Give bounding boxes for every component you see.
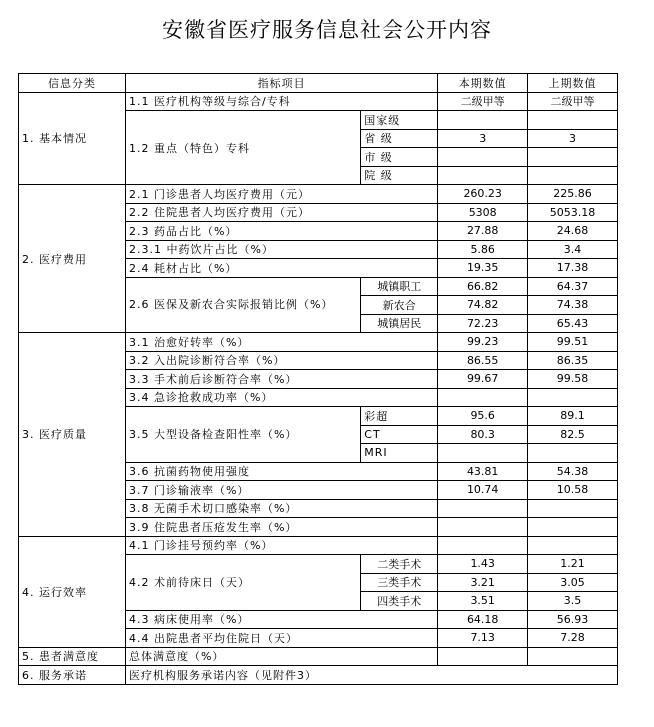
sub-label: 城镇职工: [361, 277, 438, 296]
sub-label: 省 级: [361, 129, 438, 148]
previous-value: 74.38: [528, 296, 618, 315]
previous-value: 225.86: [528, 185, 618, 204]
indicator-label: 2.6 医保及新农合实际报销比例（%）: [125, 277, 360, 333]
header-indicator: 指标项目: [125, 74, 437, 93]
indicator-label: 3.5 大型设备检查阳性率（%）: [125, 407, 360, 463]
previous-value: 1.21: [528, 555, 618, 574]
header-previous: 上期数值: [528, 74, 618, 93]
previous-value: 10.58: [528, 481, 618, 500]
indicator-label: 3.8 无菌手术切口感染率（%）: [125, 499, 437, 518]
current-value: [438, 111, 528, 130]
current-value: 86.55: [438, 351, 528, 370]
indicator-label: 2.4 耗材占比（%）: [125, 259, 437, 278]
previous-value: [528, 111, 618, 130]
current-value: [438, 166, 528, 185]
previous-value: 56.93: [528, 610, 618, 629]
indicator-label: 4.2 术前待床日（天）: [125, 555, 360, 611]
category-satisfaction: 5. 患者满意度: [19, 647, 126, 666]
sub-label: 四类手术: [361, 592, 438, 611]
previous-value: 5053.18: [528, 203, 618, 222]
table-row: [19, 185, 618, 204]
previous-value: 二级甲等: [528, 92, 618, 111]
previous-value: 65.43: [528, 314, 618, 333]
current-value: 66.82: [438, 277, 528, 296]
previous-value: 64.37: [528, 277, 618, 296]
header-category: 信息分类: [19, 74, 126, 93]
previous-value: 82.5: [528, 425, 618, 444]
category-quality: 3. 医疗质量: [19, 333, 126, 537]
indicator-label: 3.7 门诊输液率（%）: [125, 481, 437, 500]
sub-label: 市 级: [361, 148, 438, 167]
sub-label: 国家级: [361, 111, 438, 130]
current-value: [438, 388, 528, 407]
previous-value: [528, 647, 618, 666]
current-value: 10.74: [438, 481, 528, 500]
current-value: [438, 148, 528, 167]
indicator-label: 4.1 门诊挂号预约率（%）: [125, 536, 437, 555]
current-value: [438, 536, 528, 555]
sub-label: MRI: [361, 444, 438, 463]
indicator-label: 3.4 急诊抢救成功率（%）: [125, 388, 437, 407]
sub-label: 二类手术: [361, 555, 438, 574]
current-value: 260.23: [438, 185, 528, 204]
page-title: 安徽省医疗服务信息社会公开内容: [162, 18, 492, 42]
indicator-label: 2.3.1 中药饮片占比（%）: [125, 240, 437, 259]
indicator-label: 1.2 重点（特色）专科: [125, 111, 360, 185]
previous-value: 99.58: [528, 370, 618, 389]
current-value: [438, 518, 528, 537]
indicator-label: 2.3 药品占比（%）: [125, 222, 437, 241]
table-row: [19, 666, 618, 685]
current-value: 74.82: [438, 296, 528, 315]
category-commitment: 6. 服务承诺: [19, 666, 126, 685]
previous-value: [528, 536, 618, 555]
indicator-label: 3.3 手术前后诊断符合率（%）: [125, 370, 437, 389]
current-value: 二级甲等: [438, 92, 528, 111]
current-value: 80.3: [438, 425, 528, 444]
previous-value: [528, 388, 618, 407]
current-value: 43.81: [438, 462, 528, 481]
category-cost: 2. 医疗费用: [19, 185, 126, 333]
current-value: 27.88: [438, 222, 528, 241]
previous-value: 3.5: [528, 592, 618, 611]
indicator-label: 4.4 出院患者平均住院日（天）: [125, 629, 437, 648]
table-row: [19, 536, 618, 555]
current-value: [438, 647, 528, 666]
current-value: 99.23: [438, 333, 528, 352]
current-value: [438, 444, 528, 463]
current-value: [438, 499, 528, 518]
indicator-label: 2.1 门诊患者人均医疗费用（元）: [125, 185, 437, 204]
indicator-label: 医疗机构服务承诺内容（见附件3）: [125, 666, 617, 685]
current-value: 5308: [438, 203, 528, 222]
previous-value: [528, 518, 618, 537]
previous-value: [528, 499, 618, 518]
indicator-label: 2.2 住院患者人均医疗费用（元）: [125, 203, 437, 222]
previous-value: [528, 148, 618, 167]
category-efficiency: 4. 运行效率: [19, 536, 126, 647]
category-basic: 1. 基本情况: [19, 92, 126, 185]
current-value: 1.43: [438, 555, 528, 574]
previous-value: 24.68: [528, 222, 618, 241]
previous-value: [528, 166, 618, 185]
indicator-label: 总体满意度（%）: [125, 647, 437, 666]
indicator-label: 3.2 入出院诊断符合率（%）: [125, 351, 437, 370]
current-value: 5.86: [438, 240, 528, 259]
previous-value: 3.4: [528, 240, 618, 259]
sub-label: 院 级: [361, 166, 438, 185]
previous-value: 86.35: [528, 351, 618, 370]
sub-label: CT: [361, 425, 438, 444]
current-value: 3.21: [438, 573, 528, 592]
previous-value: 17.38: [528, 259, 618, 278]
previous-value: 3.05: [528, 573, 618, 592]
table-row: [19, 92, 618, 111]
current-value: 3.51: [438, 592, 528, 611]
indicator-label: 3.9 住院患者压疮发生率（%）: [125, 518, 437, 537]
sub-label: 三类手术: [361, 573, 438, 592]
current-value: 19.35: [438, 259, 528, 278]
indicator-label: 3.1 治愈好转率（%）: [125, 333, 437, 352]
header-row: [19, 74, 618, 93]
sub-label: 彩超: [361, 407, 438, 426]
previous-value: 99.51: [528, 333, 618, 352]
indicator-label: 4.3 病床使用率（%）: [125, 610, 437, 629]
table-row: [19, 647, 618, 666]
previous-value: 54.38: [528, 462, 618, 481]
previous-value: 89.1: [528, 407, 618, 426]
current-value: 72.23: [438, 314, 528, 333]
previous-value: 3: [528, 129, 618, 148]
current-value: 99.67: [438, 370, 528, 389]
sub-label: 新农合: [361, 296, 438, 315]
current-value: 64.18: [438, 610, 528, 629]
sub-label: 城镇居民: [361, 314, 438, 333]
header-current: 本期数值: [438, 74, 528, 93]
indicator-label: 3.6 抗菌药物使用强度: [125, 462, 437, 481]
current-value: 3: [438, 129, 528, 148]
table-row: [19, 333, 618, 352]
current-value: 95.6: [438, 407, 528, 426]
previous-value: 7.28: [528, 629, 618, 648]
previous-value: [528, 444, 618, 463]
disclosure-table: [18, 73, 618, 685]
current-value: 7.13: [438, 629, 528, 648]
indicator-label: 1.1 医疗机构等级与综合/专科: [125, 92, 437, 111]
